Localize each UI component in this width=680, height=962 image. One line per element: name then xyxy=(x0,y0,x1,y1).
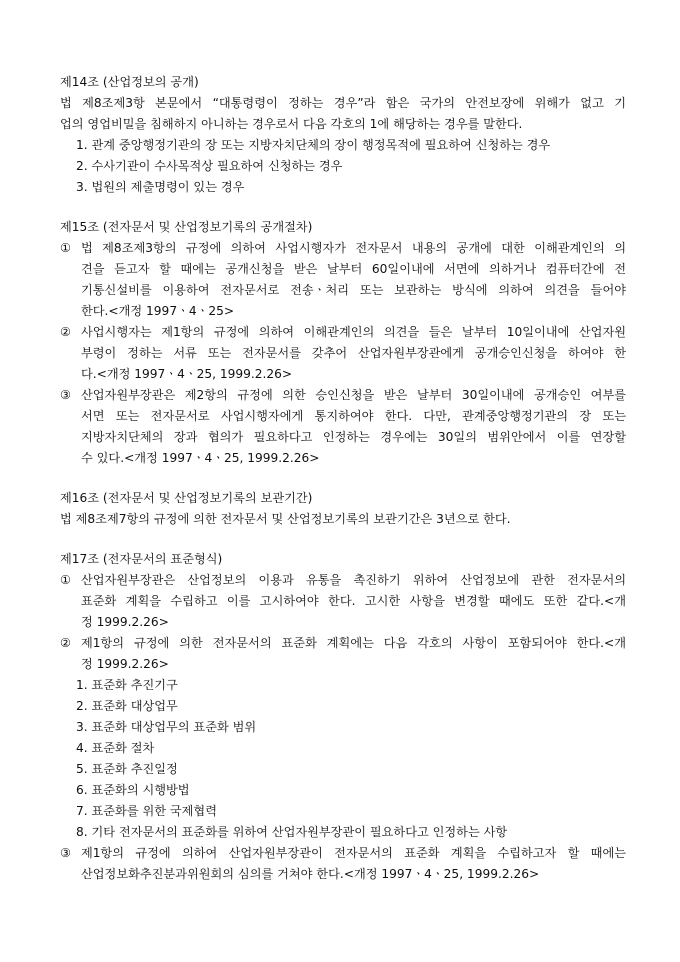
body-line: 법 제8조제7항의 규정에 의한 전자문서 및 산업정보기록의 보관기간은 3년으로 한다. xyxy=(60,512,511,526)
body-line: 다.<개정 1997ㆍ4ㆍ25, 1999.2.26> xyxy=(81,367,293,381)
body-line: 정 1999.2.26> xyxy=(81,615,169,629)
body-line: 한다.<개정 1997ㆍ4ㆍ25> xyxy=(81,304,235,318)
body-line: 제1항의 규정에 의하여 산업자원부장관이 전자문서의 표준화 계획을 수립하고자 할 때에는 xyxy=(81,846,626,860)
list-item: 1. 관계 중앙행정기관의 장 또는 지방자치단체의 장이 행정목적에 필요하여 신청하는 경우 xyxy=(76,138,551,152)
paragraph-marker: ② xyxy=(60,325,71,339)
list-item: 2. 수사기관이 수사목적상 필요하여 신청하는 경우 xyxy=(76,159,343,173)
body-line: 산업자원부장관은 제2항의 규정에 의한 승인신청을 받은 날부터 30일이내에 공개승인 여부를 xyxy=(81,388,626,402)
body-line: 법 제8조제3항의 규정에 의하여 사업시행자가 전자문서 내용의 공개에 대한 이해관계인의 의 xyxy=(81,241,626,255)
body-line: 지방자치단체의 장과 협의가 필요하다고 인정하는 경우에는 30일의 범위안에서 이를 연장할 xyxy=(81,430,626,444)
article-heading: 제15조 (전자문서 및 산업정보기록의 공개절차) xyxy=(60,220,313,234)
paragraph-marker: ① xyxy=(60,573,71,587)
list-item: 3. 법원의 제출명령이 있는 경우 xyxy=(76,180,245,194)
paragraph-3 xyxy=(60,385,626,469)
body-line: 기통신설비를 이용하여 전자문서로 전송ㆍ처리 또는 보관하는 방식에 의하여 의견을 들어야 xyxy=(81,283,626,297)
list-item: 4. 표준화 절차 xyxy=(76,741,155,755)
document-page xyxy=(60,72,626,885)
body-line: 정 1999.2.26> xyxy=(81,657,169,671)
body-line: 제1항의 규정에 의한 전자문서의 표준화 계획에는 다음 각호의 사항이 포함되어야 한다.<개 xyxy=(81,636,626,650)
list-item: 3. 표준화 대상업무의 표준화 범위 xyxy=(76,720,257,734)
paragraph-2 xyxy=(60,322,626,385)
body-line: 부령이 정하는 서류 또는 전자문서를 갖추어 산업자원부장관에게 공개승인신청을 하여야 한 xyxy=(81,346,626,360)
article-17 xyxy=(60,549,626,885)
article-heading: 제17조 (전자문서의 표준형식) xyxy=(60,552,223,566)
article-heading: 제14조 (산업정보의 공개) xyxy=(60,75,199,89)
paragraph-marker: ③ xyxy=(60,846,71,860)
list-item: 7. 표준화를 위한 국제협력 xyxy=(76,804,217,818)
list-item: 5. 표준화 추진일정 xyxy=(76,762,178,776)
paragraph-2 xyxy=(60,633,626,675)
paragraph-1 xyxy=(60,570,626,633)
paragraph-3 xyxy=(60,843,626,885)
body-line: 수 있다.<개정 1997ㆍ4ㆍ25, 1999.2.26> xyxy=(81,451,320,465)
article-14 xyxy=(60,72,626,198)
article-16 xyxy=(60,488,626,530)
paragraph-marker: ② xyxy=(60,636,71,650)
spacer xyxy=(60,530,626,549)
list-item: 1. 표준화 추진기구 xyxy=(76,678,178,692)
body-line: 표준화 계획을 수립하고 이를 고시하여야 한다. 고시한 사항을 변경할 때에도 또한 같다.<개 xyxy=(81,594,626,608)
article-heading: 제16조 (전자문서 및 산업정보기록의 보관기간) xyxy=(60,491,313,505)
spacer xyxy=(60,198,626,217)
article-15 xyxy=(60,217,626,469)
body-line: 법 제8조제3항 본문에서 “대통령령이 정하는 경우”라 함은 국가의 안전보장에 위해가 없고 기 xyxy=(60,96,626,110)
body-line: 견을 듣고자 할 때에는 공개신청을 받은 날부터 60일이내에 서면에 의하거나 컴퓨터간에 전 xyxy=(81,262,626,276)
body-line: 서면 또는 전자문서로 사업시행자에게 통지하여야 한다. 다만, 관계중앙행정기관의 장 또는 xyxy=(81,409,626,423)
paragraph-marker: ③ xyxy=(60,388,71,402)
list-item: 6. 표준화의 시행방법 xyxy=(76,783,190,797)
spacer xyxy=(60,469,626,488)
body-line: 업의 영업비밀을 침해하지 아니하는 경우로서 다음 각호의 1에 해당하는 경우를 말한다. xyxy=(60,117,523,131)
paragraph-1 xyxy=(60,238,626,322)
body-line: 산업정보화추진분과위원회의 심의를 거쳐야 한다.<개정 1997ㆍ4ㆍ25, 1999.2.26> xyxy=(81,867,540,881)
list-item: 2. 표준화 대상업무 xyxy=(76,699,178,713)
list-item: 8. 기타 전자문서의 표준화를 위하여 산업자원부장관이 필요하다고 인정하는 사항 xyxy=(76,825,508,839)
body-line: 산업자원부장관은 산업정보의 이용과 유통을 촉진하기 위하여 산업정보에 관한 전자문서의 xyxy=(81,573,626,587)
paragraph-marker: ① xyxy=(60,241,71,255)
body-line: 사업시행자는 제1항의 규정에 의하여 이해관계인의 의견을 들은 날부터 10일이내에 산업자원 xyxy=(81,325,626,339)
